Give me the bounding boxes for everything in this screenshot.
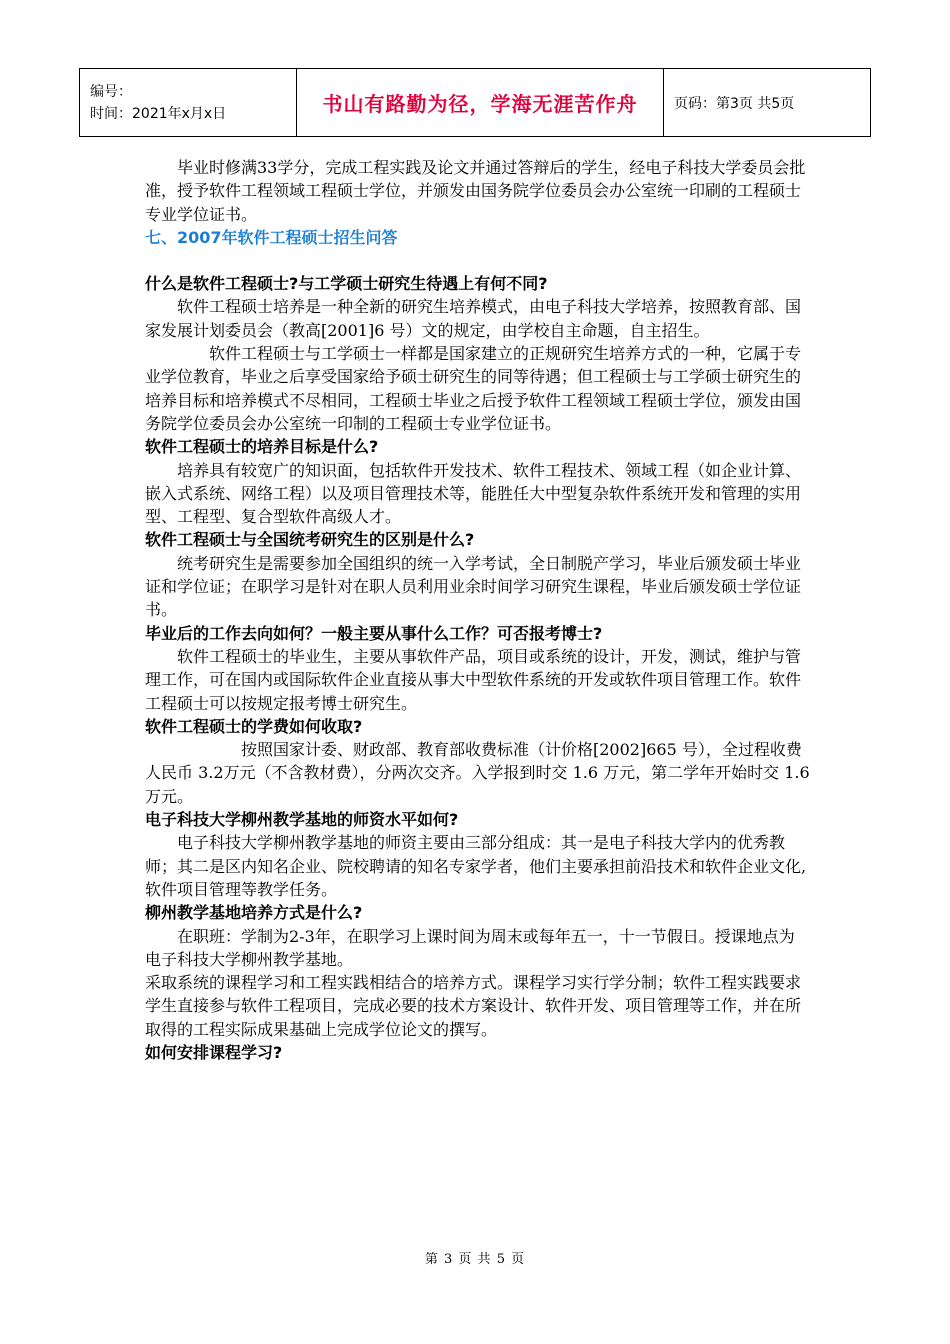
page-footer: 第 3 页 共 5 页 xyxy=(424,1252,526,1267)
header-page-info: 页码：第3页 共5页 xyxy=(664,69,871,137)
answer-6: 电子科技大学柳州教学基地的师资主要由三部分组成：其一是电子科技大学内的优秀教师；其二是区内知名企业、院校聘请的知名专家学者，他们主要承担前沿技术和软件企业文化,软件项目管理等教学任务。 xyxy=(145,833,807,899)
question-4: 毕业后的工作去向如何？一般主要从事什么工作？可否报考博士? xyxy=(145,623,603,643)
question-3: 软件工程硕士与全国统考研究生的区别是什么? xyxy=(145,530,475,550)
question-5: 软件工程硕士的学费如何收取? xyxy=(145,716,363,736)
question-6: 电子科技大学柳州教学基地的师资水平如何? xyxy=(145,810,459,830)
answer-7-paragraph-2: 采取系统的课程学习和工程实践相结合的培养方式。课程学习实行学分制；软件工程实践要求学生直接参与软件工程项目，完成必要的技术方案设计、软件开发、项目管理等工作，并在所取得的工程实际成果基础上完成学位论文的撰写。 xyxy=(145,973,802,1039)
question-1: 什么是软件工程硕士?与工学硕士研究生待遇上有何不同? xyxy=(145,274,548,294)
answer-1-paragraph-1: 软件工程硕士培养是一种全新的研究生培养模式，由电子科技大学培养，按照教育部、国家发展计划委员会（教高[2001]6 号）文的规定，由学校自主命题，自主招生。 xyxy=(145,297,802,340)
answer-5: 按照国家计委、财政部、教育部收费标准（计价格[2002]665 号），全过程收费人民币 3.2万元（不含教材费），分两次交齐。入学报到时交 1.6 万元，第二学年开始时交 1.6 万元。 xyxy=(145,740,810,806)
answer-1-paragraph-2: 软件工程硕士与工学硕士一样都是国家建立的正规研究生培养方式的一种，它属于专业学位教育，毕业之后享受国家给予硕士研究生的同等待遇；但工程硕士与工学硕士研究生的培养目标和培养模式不尽相同，工程硕士毕业之后授予软件工程领域工程硕士学位，颁发由国务院学位委员会办公室统一印制的工程硕士专业学位证书。 xyxy=(145,344,802,433)
answer-7-paragraph-1: 在职班：学制为2-3年，在职学习上课时间为周末或每年五一，十一节假日。授课地点为电子科技大学柳州教学基地。 xyxy=(145,926,795,969)
document-body xyxy=(145,156,810,1064)
answer-2: 培养具有较宽广的知识面，包括软件开发技术、软件工程技术、领域工程（如企业计算、嵌入式系统、网络工程）以及项目管理技术等，能胜任大中型复杂软件系统开发和管理的实用型、工程型、复合型软件高级人才。 xyxy=(145,460,802,527)
blank-line xyxy=(145,249,810,272)
answer-4: 软件工程硕士的毕业生，主要从事软件产品，项目或系统的设计，开发，测试，维护与管理工作，可在国内或国际软件企业直接从事大中型软件系统的开发或软件项目管理工作。软件工程硕士可以按规定报考博士研究生。 xyxy=(145,646,802,713)
intro-paragraph: 毕业时修满33学分，完成工程实践及论文并通过答辩后的学生，经电子科技大学委员会批准，授予软件工程领域工程硕士学位，并颁发由国务院学位委员会办公室统一印刷的工程硕士专业学位证书。 xyxy=(145,158,806,224)
question-8: 如何安排课程学习? xyxy=(145,1042,283,1062)
document-time-label: 时间：2021年x月x日 xyxy=(90,105,227,122)
question-2: 软件工程硕士的培养目标是什么? xyxy=(145,437,379,457)
question-7: 柳州教学基地培养方式是什么? xyxy=(145,903,363,923)
header-motto: 书山有路勤为径，学海无涯苦作舟 xyxy=(297,69,664,137)
header-table xyxy=(79,68,871,137)
header-left-cell xyxy=(80,69,297,137)
document-number-label: 编号： xyxy=(90,83,132,100)
section-title: 七、2007年软件工程硕士招生问答 xyxy=(145,227,398,247)
answer-3: 统考研究生是需要参加全国组织的统一入学考试，全日制脱产学习，毕业后颁发硕士毕业证和学位证；在职学习是针对在职人员利用业余时间学习研究生课程，毕业后颁发硕士学位证书。 xyxy=(145,553,802,620)
